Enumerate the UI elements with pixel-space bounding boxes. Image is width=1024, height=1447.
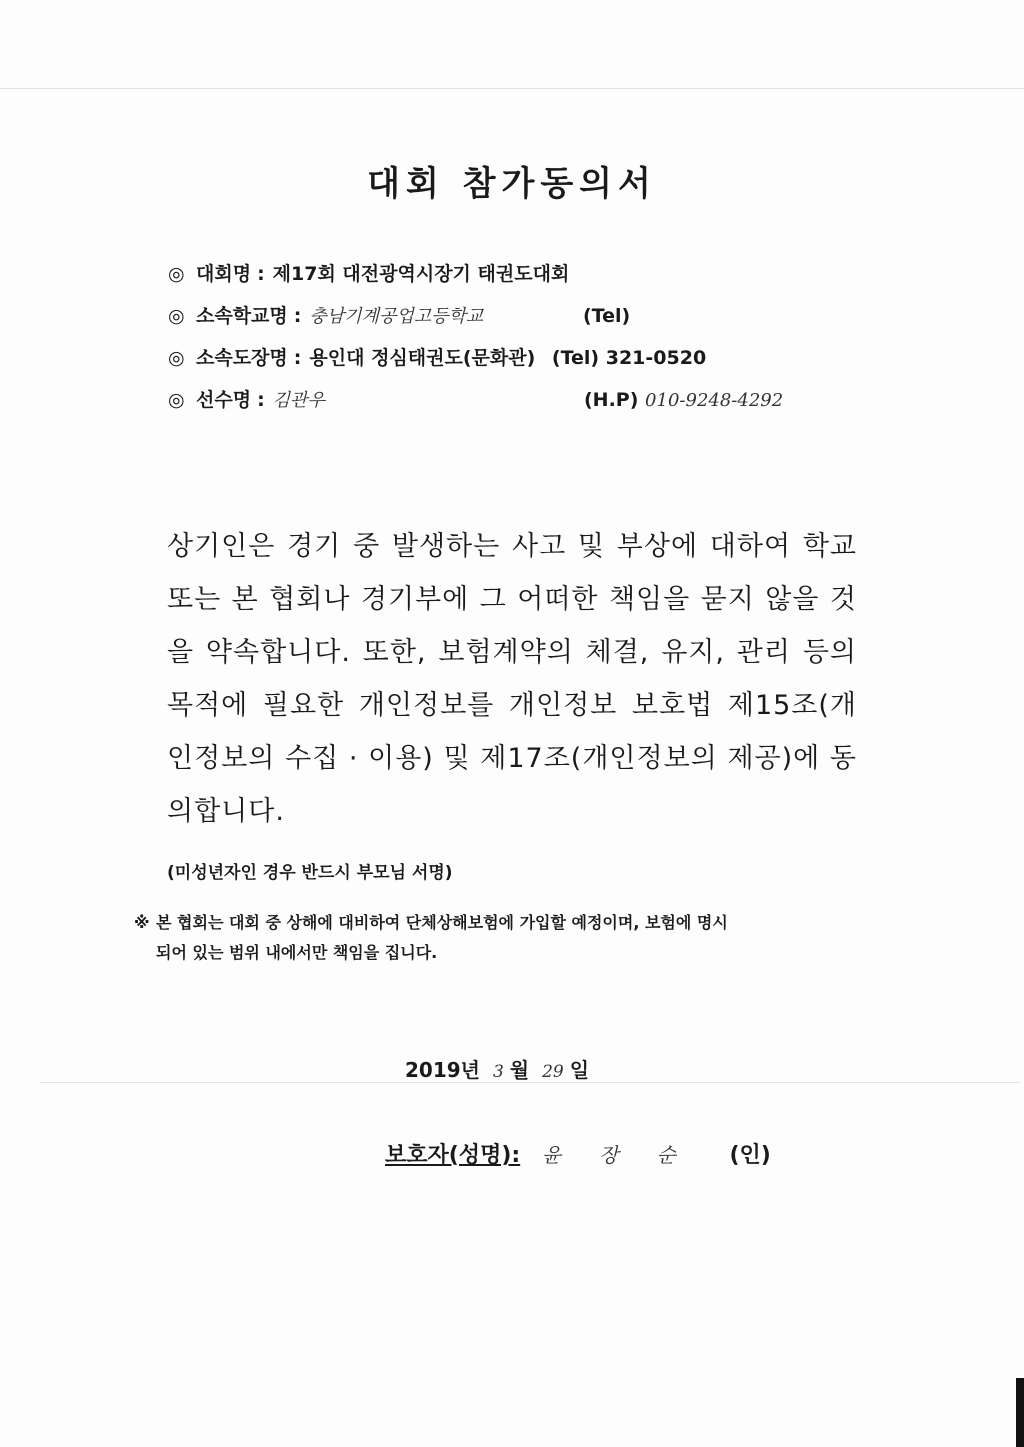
dojang-label: 소속도장명 bbox=[196, 347, 288, 369]
date-day-handwritten: 29 bbox=[542, 1062, 564, 1082]
notice-line-2: 되어 있는 범위 내에서만 책임을 집니다. bbox=[156, 943, 438, 962]
notice-line-1 bbox=[134, 908, 894, 938]
school-row bbox=[168, 302, 868, 344]
athlete-label: 선수명 bbox=[196, 389, 252, 411]
school-tel-label: (Tel) bbox=[583, 305, 631, 327]
info-section bbox=[168, 260, 868, 428]
reference-mark-icon: ※ bbox=[134, 913, 150, 932]
dojang-tel-number: 321-0520 bbox=[605, 347, 707, 369]
minor-signature-note: (미성년자인 경우 반드시 부모님 서명) bbox=[167, 863, 453, 883]
date-month-unit: 월 bbox=[509, 1058, 530, 1082]
athlete-phone bbox=[584, 386, 783, 415]
dojang-name: 용인대 정심태권도(문화관) bbox=[309, 347, 536, 369]
guardian-name-handwritten: 윤장순 bbox=[541, 1143, 714, 1167]
school-label: 소속학교명 bbox=[196, 305, 288, 327]
double-circle-icon: ◎ bbox=[168, 389, 185, 411]
date-month-handwritten: 3 bbox=[492, 1062, 504, 1082]
colon: : bbox=[257, 389, 265, 411]
paper-fold-line bbox=[0, 88, 1024, 89]
consent-statement: 상기인은 경기 중 발생하는 사고 및 부상에 대하여 학교 또는 본 협회나 경기부에 그 어떠한 책임을 묻지 않을 것을 약속합니다. 또한, 보험계약의 체결, 유지, 관리 등의 목적에 필요한 개인정보를 개인정보 보호법 제15조(개인정보의 수집 · 이용) 및 제17조(개인정보의 제공)에 동의합니다. bbox=[167, 531, 857, 827]
athlete-hp-number-handwritten: 010-9248-4292 bbox=[645, 390, 784, 411]
insurance-notice bbox=[134, 908, 894, 968]
guardian-signature bbox=[385, 1138, 771, 1169]
date-year: 2019년 bbox=[405, 1058, 480, 1082]
tournament-label: 대회명 bbox=[196, 263, 252, 285]
tournament-row bbox=[168, 260, 868, 302]
seal-mark: (인) bbox=[729, 1143, 771, 1168]
notice-text-1: 본 협회는 대회 중 상해에 대비하여 단체상해보험에 가입할 예정이며, 보험에 명시 bbox=[156, 913, 728, 932]
dojang-row bbox=[168, 344, 868, 386]
athlete-name-handwritten: 김관우 bbox=[272, 390, 325, 411]
document-title: 대회 참가동의서 bbox=[367, 164, 657, 204]
double-circle-icon: ◎ bbox=[168, 263, 185, 285]
double-circle-icon: ◎ bbox=[168, 305, 185, 327]
tournament-name: 제17회 대전광역시장기 태권도대회 bbox=[272, 263, 570, 285]
colon: : bbox=[293, 347, 302, 369]
guardian-label: 보호자(성명): bbox=[385, 1143, 521, 1168]
school-name-handwritten: 충남기계공업고등학교 bbox=[309, 306, 484, 327]
scan-edge-mark bbox=[1016, 1378, 1024, 1447]
colon: : bbox=[293, 305, 302, 327]
dojang-tel-label: (Tel) bbox=[551, 347, 600, 369]
double-circle-icon: ◎ bbox=[168, 347, 185, 369]
date-day-unit: 일 bbox=[569, 1058, 590, 1082]
signature-date bbox=[405, 1054, 589, 1083]
colon: : bbox=[257, 263, 265, 285]
athlete-row bbox=[168, 386, 868, 428]
athlete-hp-label: (H.P) bbox=[584, 389, 639, 411]
